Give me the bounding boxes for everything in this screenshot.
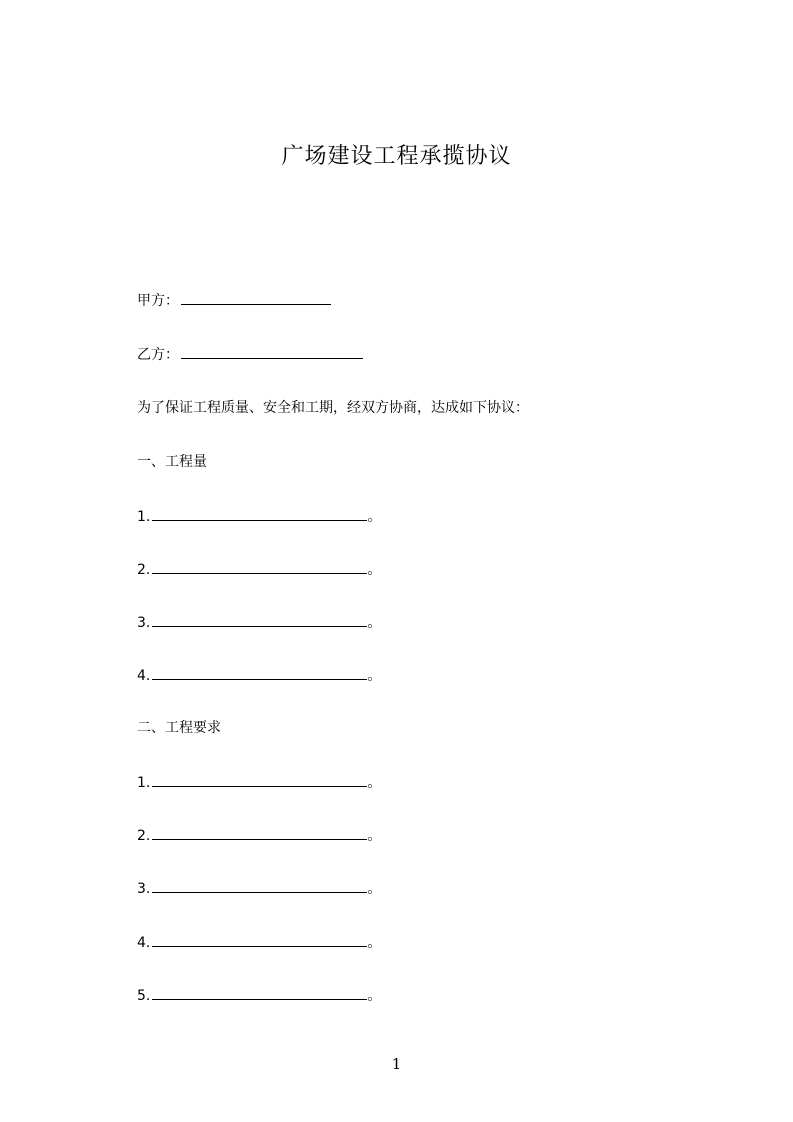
item-blank [152,506,367,521]
section-heading-requirements: 二、工程要求 [137,720,221,736]
party-b-blank [181,344,363,359]
intro-paragraph: 为了保证工程质量、安全和工期，经双方协商，达成如下协议： [137,400,529,416]
list-item [137,559,381,580]
item-blank [152,932,367,947]
item-end-mark: 。 [367,668,382,684]
item-number: 2. [137,828,151,844]
list-item [137,985,381,1006]
item-end-mark: 。 [367,988,382,1004]
item-number: 2. [137,562,151,578]
item-blank [152,985,367,1000]
item-number: 4. [137,935,151,951]
item-end-mark: 。 [367,881,382,897]
item-end-mark: 。 [367,509,382,525]
list-item [137,825,381,846]
item-number: 3. [137,615,151,631]
item-blank [152,665,367,680]
list-item [137,772,381,793]
page-number: 1 [391,1055,402,1073]
section-heading-quantity: 一、工程量 [137,454,207,470]
item-blank [152,878,367,893]
item-number: 1. [137,509,151,525]
item-end-mark: 。 [367,615,382,631]
item-blank [152,772,367,787]
party-a-blank [181,290,331,305]
item-blank [152,825,367,840]
item-number: 5. [137,988,151,1004]
party-b-line [137,344,363,365]
list-item [137,932,381,953]
item-blank [152,559,367,574]
party-a-label: 甲方： [137,293,179,309]
list-item [137,612,381,633]
document-title: 广场建设工程承揽协议 [281,144,512,169]
item-end-mark: 。 [367,828,382,844]
list-item [137,665,381,686]
item-number: 4. [137,668,151,684]
list-item [137,506,381,527]
list-item [137,878,381,899]
item-end-mark: 。 [367,935,382,951]
item-blank [152,612,367,627]
item-number: 1. [137,775,151,791]
item-number: 3. [137,881,151,897]
party-b-label: 乙方： [137,347,179,363]
item-end-mark: 。 [367,775,382,791]
party-a-line [137,290,331,311]
item-end-mark: 。 [367,562,382,578]
